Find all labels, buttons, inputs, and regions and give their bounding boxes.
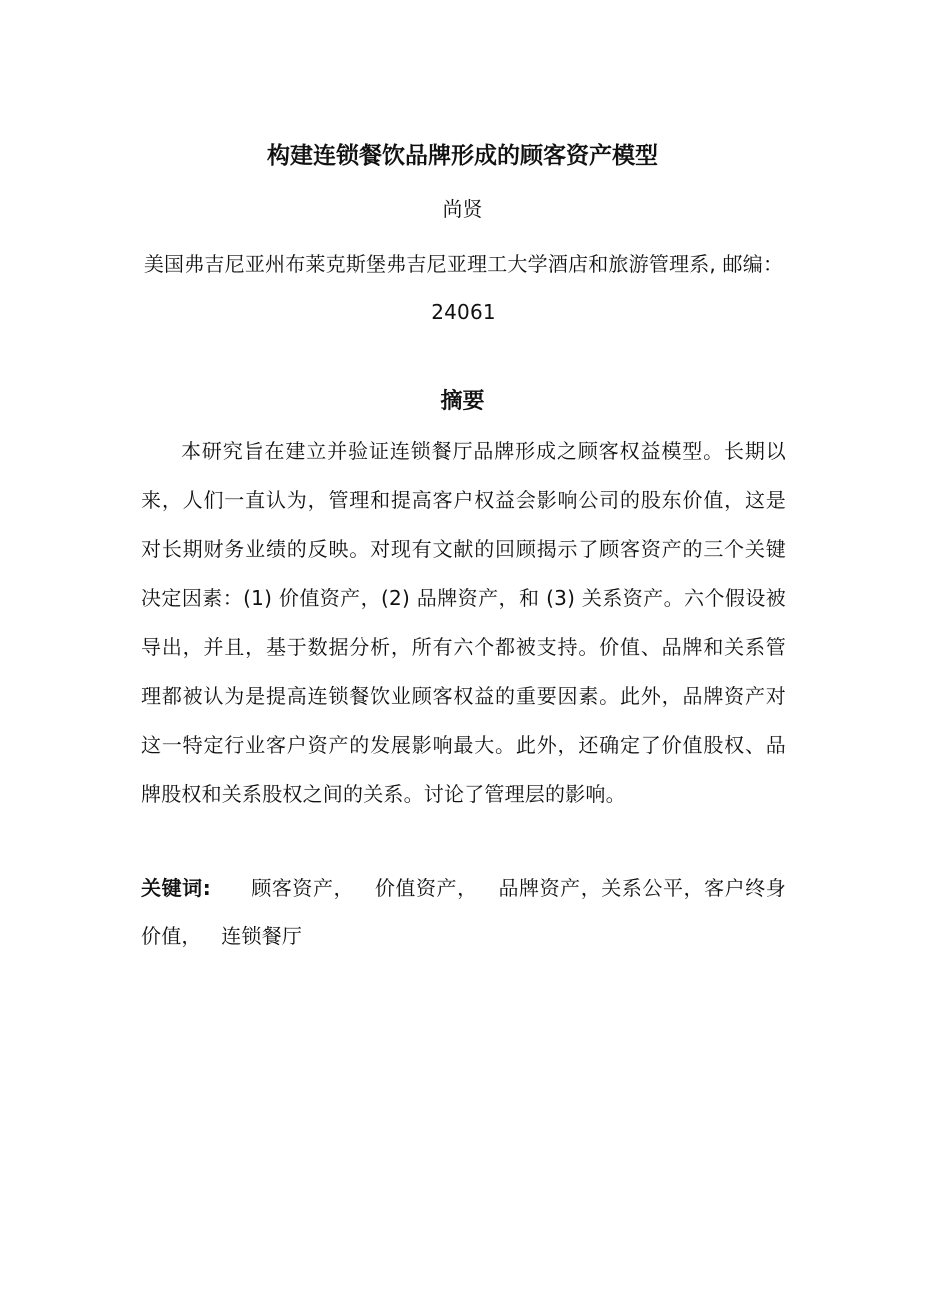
abstract-heading: 摘要	[440, 389, 485, 414]
keyword-item: 关系公平，	[601, 876, 705, 900]
paper-title: 构建连锁餐饮品牌形成的顾客资产模型	[267, 143, 658, 169]
keywords-label: 关键词:	[141, 876, 211, 900]
keyword-item: 顾客资产，	[250, 876, 355, 900]
author-affiliation: 美国弗吉尼亚州布莱克斯堡弗吉尼亚理工大学酒店和旅游管理系, 邮编：24061	[143, 252, 784, 324]
keyword-item: 连锁餐厅	[221, 924, 303, 948]
keyword-item: 品牌资产，	[498, 876, 602, 900]
keyword-item: 客户终身价值，	[141, 876, 786, 948]
author-name: 尚贤	[442, 197, 483, 221]
keyword-item: 价值资产，	[374, 876, 478, 900]
keywords-line	[141, 864, 786, 960]
abstract-body: 本研究旨在建立并验证连锁餐厅品牌形成之顾客权益模型。长期以来，人们一直认为，管理和提高客户权益会影响公司的股东价值，这是对长期财务业绩的反映。对现有文献的回顾揭示了顾客资产的三个关键决定因素：(1) 价值资产，(2) 品牌资产，和 (3) 关系资产。六个假设被导出，并且，基于数据分析，所有六个都被支持。价值、品牌和关系管理都被认为是提高连锁餐饮业顾客权益的重要因素。此外，品牌资产对这一特定行业客户资产的发展影响最大。此外，还确定了价值股权、品牌股权和关系股权之间的关系。讨论了管理层的影响。	[141, 439, 786, 806]
